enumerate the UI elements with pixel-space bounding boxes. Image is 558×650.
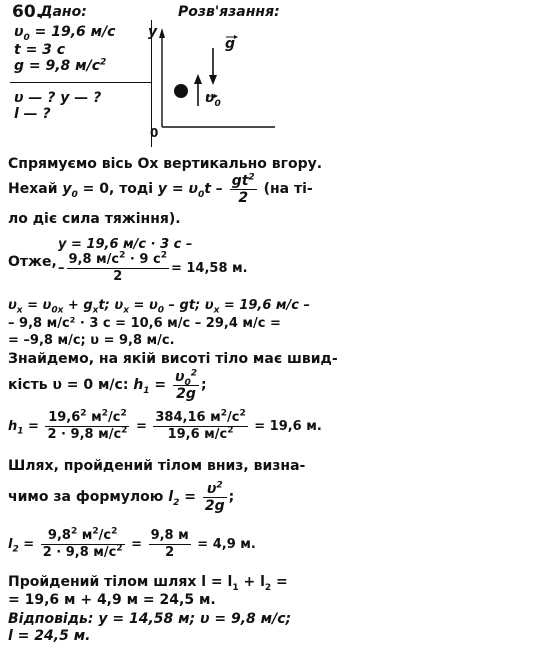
- line-y-calc-2: – $\frac{9,8 м/с^2 \cdot 9 с^2}{2}$ = 14,58 м.: [58, 250, 248, 284]
- line-vx-2: – 9,8 м/с² · 3 с = 10,6 м/с – 29,4 м/с =: [8, 316, 281, 331]
- body-ball: [174, 84, 188, 98]
- line-vx-3: = –9,8 м/с; υ = 9,8 м/с.: [8, 333, 175, 348]
- motion-diagram: [150, 20, 290, 150]
- origin-label: 0: [150, 126, 159, 140]
- g-arrow-head: [209, 75, 217, 85]
- y-axis-label: y: [148, 24, 158, 40]
- line-h1-calc: $h_1$ = $\frac{19,6^2 м^2/с^2}{2 \cdot 9,8 м/с^2}$ = $\frac{384,16 м^2/с^2}{19,6 м/с^2}$ = 19,6 м.: [8, 408, 322, 442]
- line-y-calc-1: y = 19,6 м/с · 3 с –: [58, 237, 193, 252]
- v0-label: $\upsilon_0$: [205, 90, 221, 109]
- line-total-path-2: = 19,6 м + 4,9 м = 24,5 м.: [8, 592, 216, 608]
- line-total-path-1: Пройдений тілом шлях $l = l_1 + l_2$ =: [8, 574, 288, 593]
- line-gravity: ло діє сила тяжіння).: [8, 211, 181, 227]
- line-hence: Отже,: [8, 254, 57, 270]
- given-t: t = 3 с: [14, 42, 66, 58]
- given-g: g = 9,8 $м/с^2$: [14, 57, 107, 74]
- solution-label: Розв'язання:: [178, 4, 280, 20]
- line-let: Нехай $y_0 = 0$, тоді $y = \upsilon_0t$ – $\frac{gt^2}{2}$ (на ті-: [8, 171, 313, 206]
- find-2: l — ?: [14, 106, 51, 122]
- y-axis-arrow: [159, 28, 165, 38]
- line-path-down: Шлях, пройдений тілом вниз, визна-: [8, 458, 306, 474]
- given-v0: $\upsilon_0 = 19,6$ м/с: [14, 24, 116, 43]
- line-axis: Спрямуємо вісь Ох вертикально вгору.: [8, 156, 323, 172]
- line-answer-1: Відповідь: y = 14,58 м; υ = 9,8 м/с;: [8, 611, 292, 627]
- g-label: g: [225, 36, 236, 52]
- line-answer-2: l = 24,5 м.: [8, 628, 91, 644]
- given-label: Дано:: [40, 4, 87, 20]
- find-1: υ — ? y — ?: [14, 90, 102, 106]
- line-find-height: Знайдемо, на якій висоті тіло має швид-: [8, 351, 338, 367]
- line-l2-formula: чимо за формулою $l_2$ = $\frac{\upsilon^2}{2g}$ ;: [8, 479, 235, 514]
- problem-number: 60.: [12, 2, 43, 22]
- v0-arrow-head: [194, 74, 202, 84]
- line-vx-1: $\upsilon_x = \upsilon_{0x} + g_xt$; $\upsilon_x = \upsilon_0$ – gt; $\upsilon_x = 19,6$ м/с –: [8, 298, 311, 316]
- line-l2-calc: $l_2$ = $\frac{9,8^2 м^2/с^2}{2 \cdot 9,8 м/с^2}$ = $\frac{9,8 м}{2}$ = 4,9 м.: [8, 526, 256, 560]
- given-divider: [10, 82, 151, 83]
- line-h1-formula: кість υ = 0 м/с: $h_1$ = $\frac{\upsilon_0^2}{2g}$ ;: [8, 367, 207, 402]
